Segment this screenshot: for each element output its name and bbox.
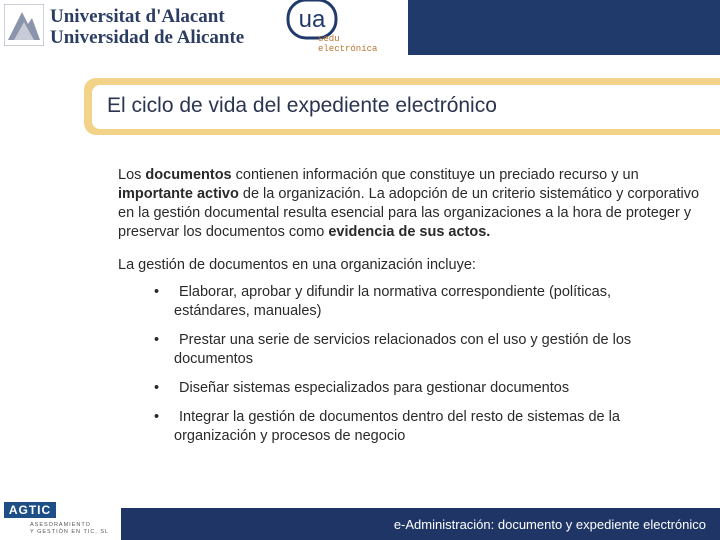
p1-bold-2: importante activo — [118, 186, 239, 202]
university-name — [50, 6, 244, 48]
ua-logo-sub2: electrónica — [318, 44, 378, 54]
ua-logo-subtitle — [318, 34, 377, 54]
ua-logo-text: ua — [298, 6, 326, 33]
p1-text-2: contienen información que constituye un preciado recurso y un — [231, 167, 639, 183]
footer-text: e-Administración: documento y expediente electrónico — [393, 517, 706, 532]
paragraph-intro — [118, 166, 708, 242]
list-item-text: Elaborar, aprobar y difundir la normativa correspondiente (políticas, estándares, manuales) — [174, 284, 612, 319]
p1-bold-3: evidencia de sus actos. — [328, 224, 491, 240]
list-item-text: Diseñar sistemas especializados para gestionar documentos — [179, 380, 570, 396]
bullet-list — [118, 283, 708, 446]
ua-logo-sub1: sedu — [318, 34, 340, 44]
list-item — [118, 331, 708, 369]
list-item-text: Integrar la gestión de documentos dentro del resto de sistemas de la organización y procesos de negocio — [174, 409, 620, 444]
slide-content — [118, 166, 708, 456]
university-name-line2: Universidad de Alicante — [50, 27, 245, 48]
header — [0, 0, 720, 55]
university-name-line1: Universitat d'Alacant — [50, 6, 225, 27]
bullet: • — [154, 332, 160, 348]
agtic-sub2: Y GESTIÓN EN TIC, SL — [30, 529, 110, 535]
agtic-logo-subtitle — [30, 522, 109, 536]
bullet: • — [154, 380, 160, 396]
list-item — [118, 379, 708, 398]
p1-text-3: de la organización. La adopción de un criterio sistemático y corporativo en la gestión documental resulta esencial para las organizaciones a la hora de proteger y preservar los documentos como — [118, 186, 700, 240]
list-item — [118, 283, 708, 321]
university-logo-icon — [4, 4, 44, 46]
bullet: • — [154, 409, 160, 425]
list-item — [118, 408, 708, 446]
slide-title: El ciclo de vida del expediente electrónico — [107, 94, 497, 117]
footer-bar — [121, 508, 720, 540]
agtic-logo: AGTIC — [4, 502, 56, 518]
paragraph-list-intro: La gestión de documentos en una organización incluye: — [118, 257, 476, 273]
p1-bold-1: documentos — [145, 167, 232, 183]
agtic-sub1: ASESORAMIENTO — [30, 522, 91, 528]
list-item-text: Prestar una serie de servicios relacionados con el uso y gestión de los documentos — [174, 332, 632, 367]
header-bar — [408, 0, 720, 55]
bullet: • — [154, 284, 160, 300]
p1-text-1: Los — [118, 167, 146, 183]
